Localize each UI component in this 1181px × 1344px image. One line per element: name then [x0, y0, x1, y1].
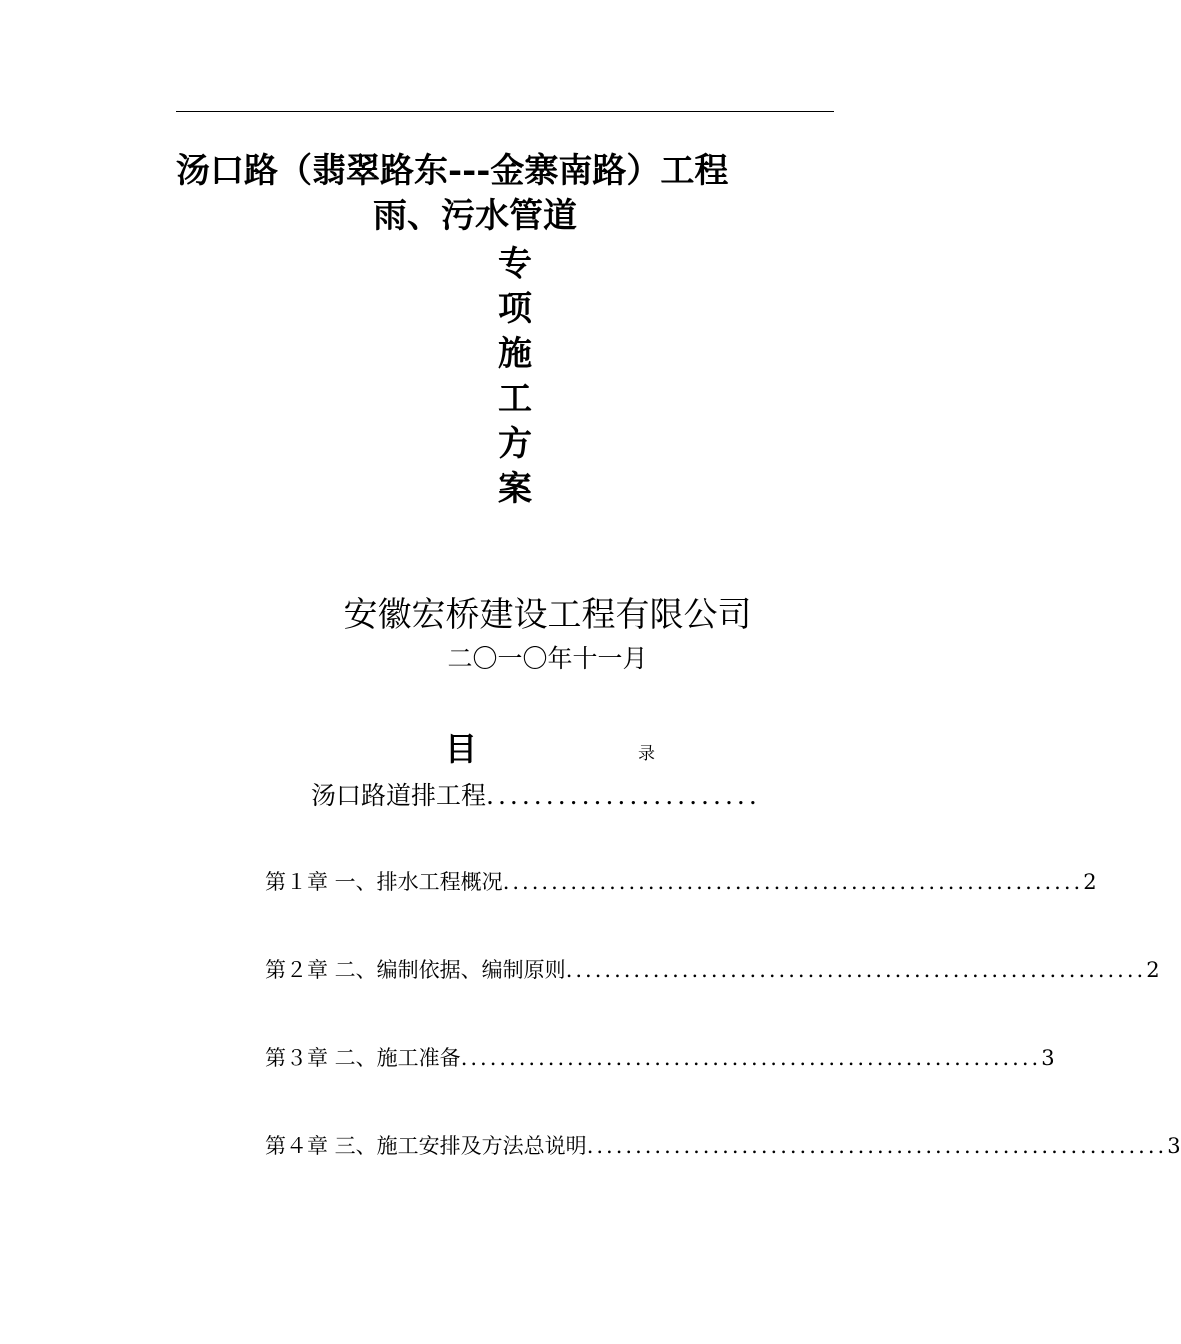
toc-main-entry-label: 汤口路道排工程	[311, 781, 487, 810]
toc-entry-chapter-1[interactable]	[265, 865, 1097, 899]
toc-heading-lu: 录	[638, 744, 655, 764]
vertical-title-char: 项	[498, 289, 532, 329]
toc-entry-chapter-3[interactable]	[265, 1041, 1055, 1075]
vertical-title-char: 专	[498, 244, 532, 284]
toc-main-entry[interactable]	[311, 778, 851, 814]
document-title-line-2: 雨、污水管道	[373, 196, 577, 236]
toc-entry-label: 第３章 二、施工准备	[265, 1046, 461, 1070]
toc-entry-page: 3	[1041, 1046, 1055, 1070]
vertical-title-char: 案	[498, 469, 532, 509]
toc-leader-dots: ............................................................	[502, 870, 1084, 894]
toc-main-entry-dots: .......................	[486, 781, 761, 810]
toc-leader-dots: ............................................................	[460, 1046, 1042, 1070]
toc-entry-chapter-4[interactable]	[265, 1129, 1181, 1163]
document-date: 二〇一〇年十一月	[447, 644, 648, 673]
toc-entry-page: 3	[1167, 1134, 1181, 1158]
toc-entry-page: 2	[1146, 958, 1160, 982]
document-title-line-1: 汤口路（翡翠路东---金寨南路）工程	[176, 151, 729, 191]
toc-entry-page: 2	[1083, 870, 1097, 894]
header-rule	[176, 111, 834, 112]
toc-entry-chapter-2[interactable]	[265, 953, 1160, 987]
vertical-title	[493, 242, 537, 512]
toc-entry-label: 第１章 一、排水工程概况	[265, 870, 503, 894]
toc-entry-label: 第２章 二、编制依据、编制原则	[265, 958, 566, 982]
vertical-title-char: 工	[498, 379, 532, 419]
toc-heading-mu: 目	[445, 730, 478, 768]
vertical-title-char: 方	[498, 424, 532, 464]
company-name: 安徽宏桥建设工程有限公司	[343, 595, 752, 635]
toc-entry-label: 第４章 三、施工安排及方法总说明	[265, 1134, 587, 1158]
vertical-title-char: 施	[498, 334, 532, 374]
toc-leader-dots: ............................................................	[565, 958, 1147, 982]
toc-leader-dots: ............................................................	[586, 1134, 1168, 1158]
